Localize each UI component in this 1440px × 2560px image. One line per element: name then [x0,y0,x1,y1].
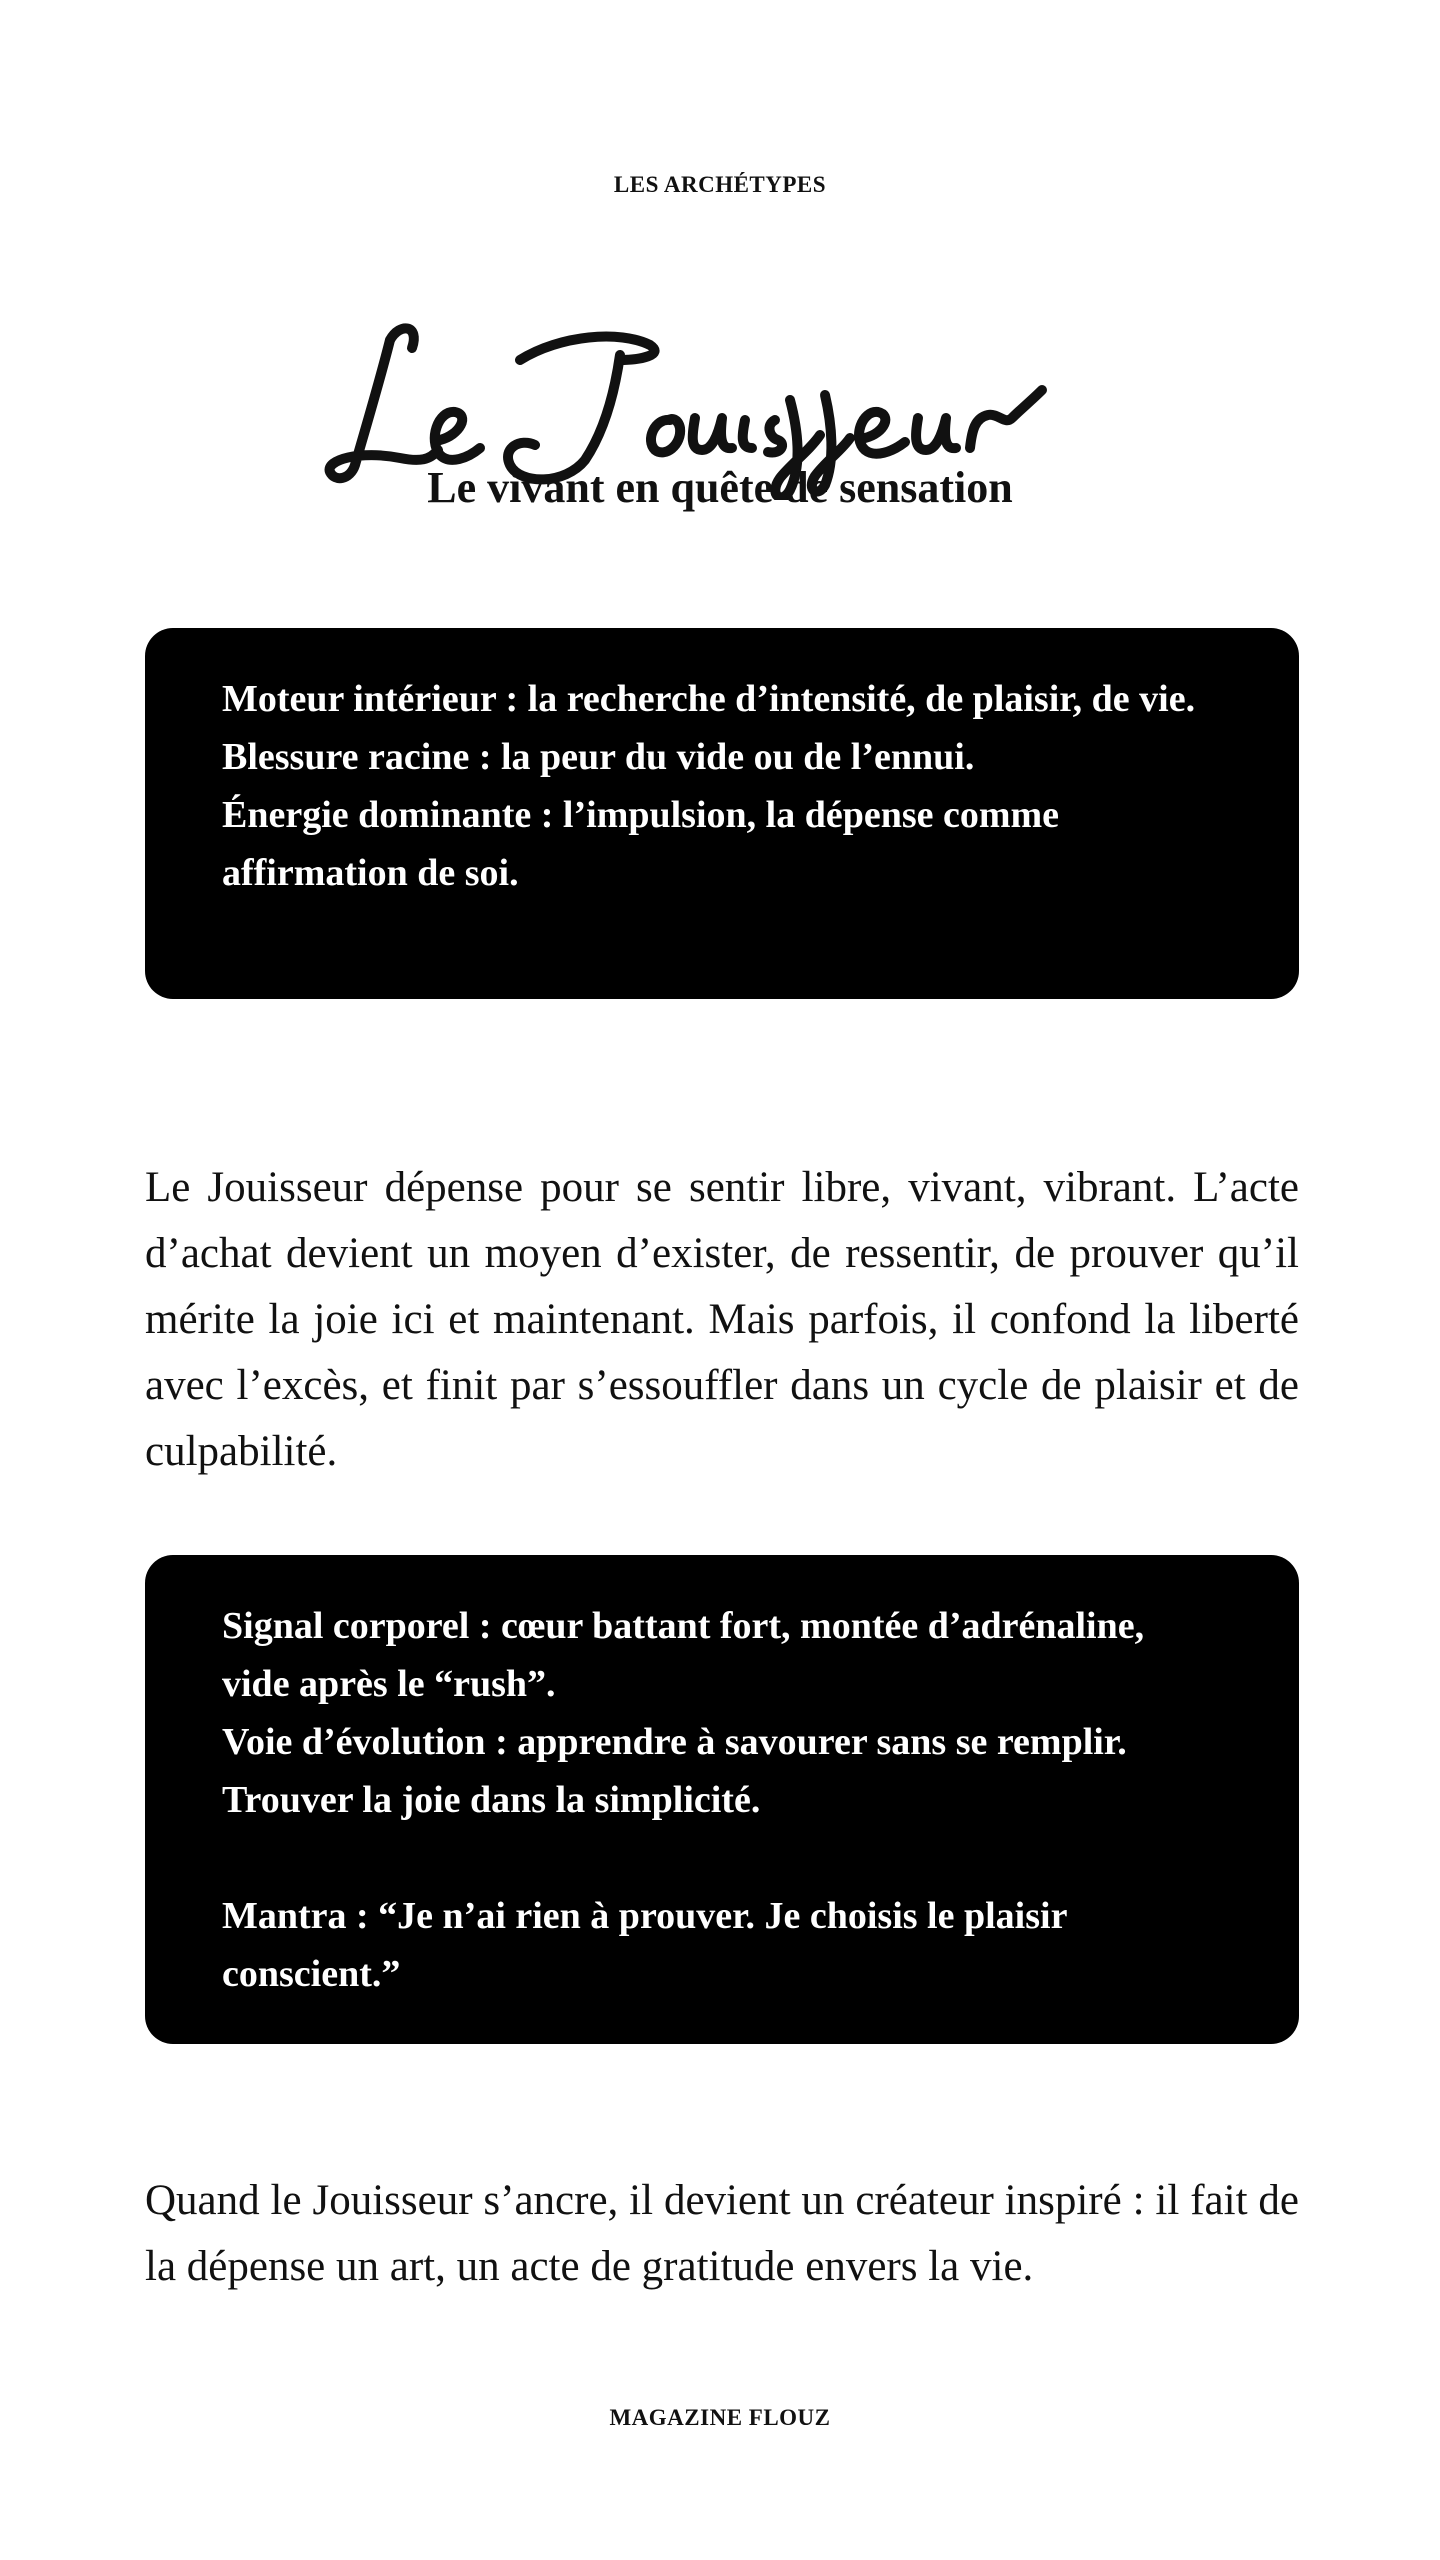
card-line-signal: Signal corporel : cœur battant fort, montée d’adrénaline, vide après le “rush”. [222,1605,1145,1705]
card-line-moteur: Moteur intérieur : la recherche d’intensité, de plaisir, de vie. [222,678,1196,720]
card-line-voie: Voie d’évolution : apprendre à savourer sans se remplir. Trouver la joie dans la simplicité. [222,1721,1127,1821]
card-line-blessure: Blessure racine : la peur du vide ou de l’ennui. [222,736,975,778]
info-card-evolution [145,1555,1299,2044]
body-paragraph-1: Le Jouisseur dépense pour se sentir libre, vivant, vibrant. L’acte d’achat devient un moyen d’exister, de ressentir, de prouver qu’il mérite la joie ici et maintenant. Mais parfois, il confond la liberté avec l’excès, et finit par s’essouffler dans un cycle de plaisir et de culpabilité. [145,1164,1299,1475]
info-card-motives [145,628,1299,999]
card-line-energie: Énergie dominante : l’impulsion, la dépense comme affirmation de soi. [222,794,1060,894]
card-spacer [222,1829,1209,1887]
section-kicker: LES ARCHÉTYPES [613,172,827,197]
card-line-mantra: Mantra : “Je n’ai rien à prouver. Je choisis le plaisir conscient.” [222,1895,1067,1995]
footer-brand: MAGAZINE FLOUZ [609,2405,831,2430]
subtitle: Le vivant en quête de sensation [427,463,1013,512]
body-paragraph-2: Quand le Jouisseur s’ancre, il devient un créateur inspiré : il fait de la dépense un art, un acte de gratitude envers la vie. [145,2177,1299,2290]
